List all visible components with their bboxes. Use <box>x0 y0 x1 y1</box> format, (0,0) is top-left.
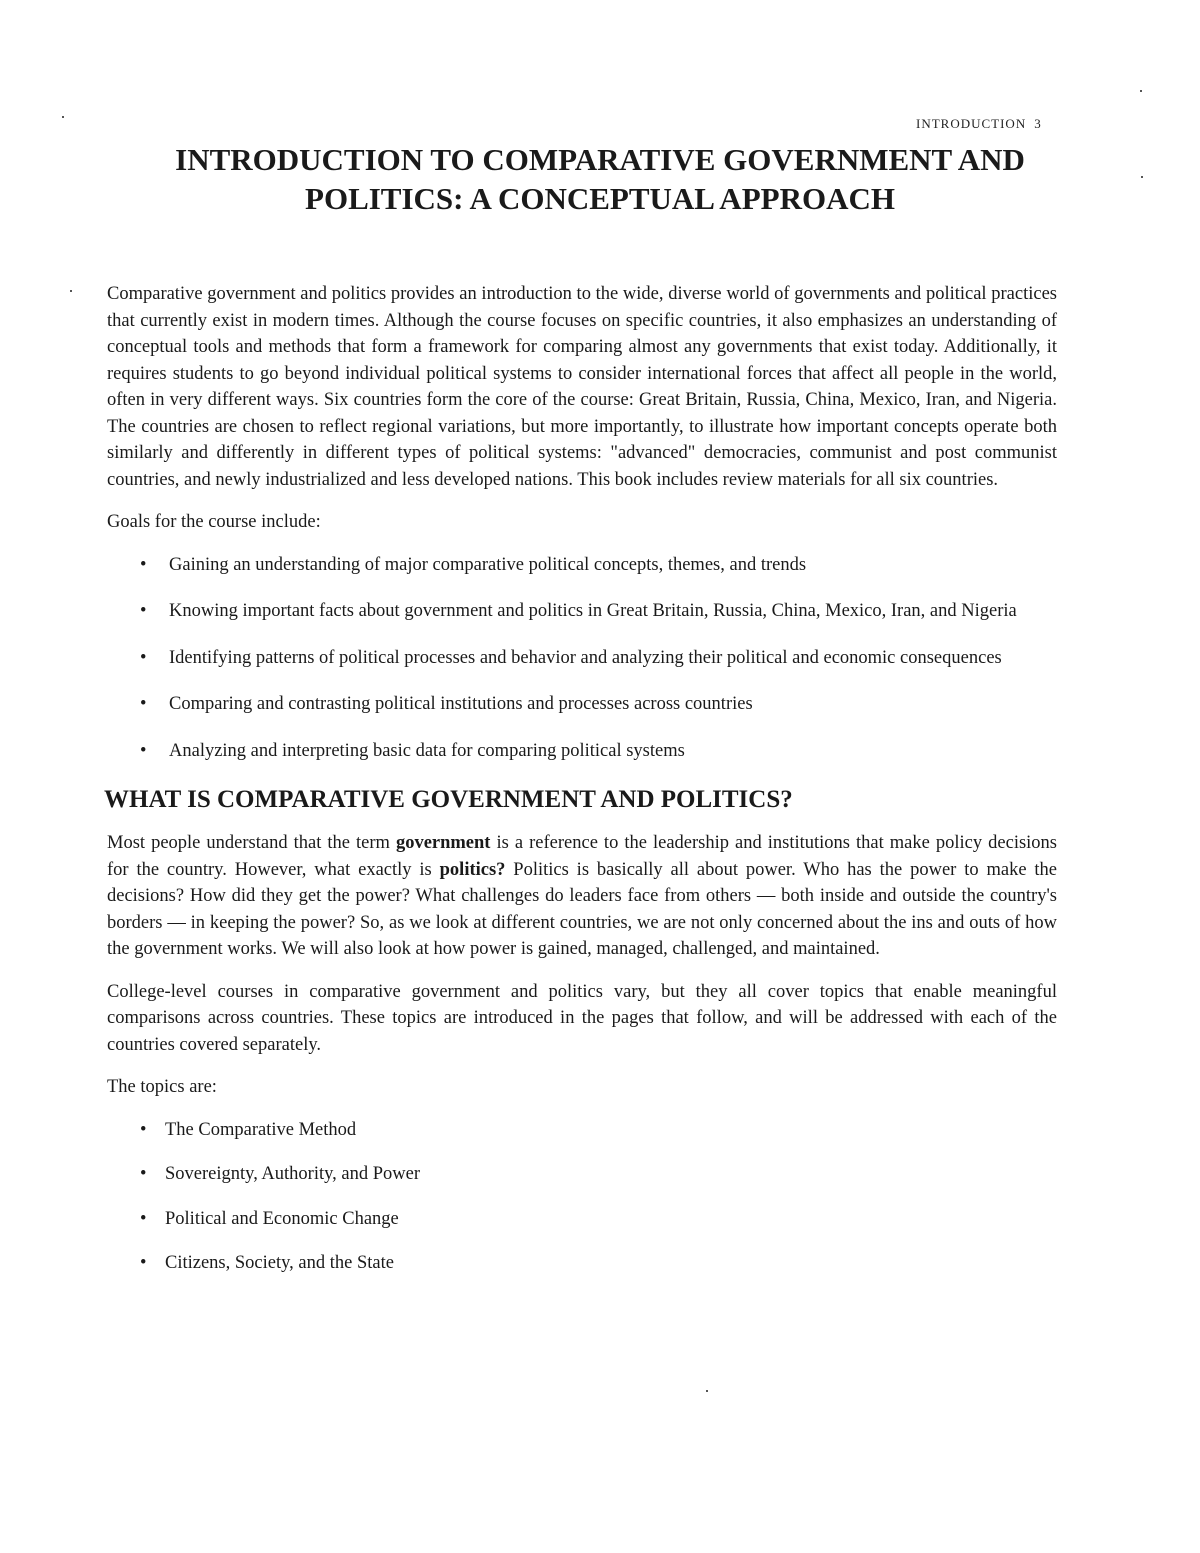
scan-speck <box>1141 176 1143 178</box>
section-heading: WHAT IS COMPARATIVE GOVERNMENT AND POLITICS? <box>104 786 793 813</box>
term-government: government <box>395 833 491 853</box>
goals-list <box>107 552 1057 765</box>
intro-paragraph: Comparative government and politics provides an introduction to the wide, diverse world of governments and political practices that currently exist in modern times. Although the course focuses on specific countries, it also emphasizes an understanding of conceptual tools and methods that form a framework for comparing almost any governments that exist today. Additionally, it requires students to go beyond individual political systems to consider international forces that affect all people in the world, often in very different ways. Six countries form the core of the course: Great Britain, Russia, China, Mexico, Iran, and Nigeria. The countries are chosen to reflect regional variations, but more importantly, to illustrate how important concepts operate both similarly and differently in different types of political systems: "advanced" democracies, communist and post communist countries, and newly industrialized and less developed nations. This book includes review materials for all six countries. <box>107 284 1057 490</box>
term-politics: politics? <box>439 859 506 880</box>
page-title <box>90 140 1110 218</box>
section-paragraph-2: College-level courses in comparative government and politics vary, but they all cover topics that enable meaningful comparisons across countries. These topics are introduced in the pages that follow, and will be addressed with each of the countries covered separately. <box>107 981 1057 1055</box>
goal-item: • Identifying patterns of political processes and behavior and analyzing their political and economic consequences <box>107 645 1057 672</box>
goals-lead: Goals for the course include: <box>107 512 321 532</box>
topic-item: • The Comparative Method <box>107 1117 1057 1144</box>
page-title-line-1: INTRODUCTION TO COMPARATIVE GOVERNMENT AND <box>175 142 1025 177</box>
goal-item: • Knowing important facts about government and politics in Great Britain, Russia, China, Mexico, Iran, and Nigeria <box>107 598 1057 625</box>
topic-item: • Political and Economic Change <box>107 1206 1057 1233</box>
running-head-label: INTRODUCTION <box>916 116 1027 131</box>
goal-item: • Gaining an understanding of major comparative political concepts, themes, and trends <box>107 552 1057 579</box>
scan-speck <box>706 1390 708 1392</box>
p1-text-b: is a reference to the leadership and institutions that make policy decisions for the country. However, what exactly is <box>107 833 1057 880</box>
topic-item: • Citizens, Society, and the State <box>107 1250 1057 1277</box>
goal-item: • Analyzing and interpreting basic data for comparing political systems <box>107 738 1057 765</box>
topic-item: • Sovereignty, Authority, and Power <box>107 1161 1057 1188</box>
section-paragraph-1 <box>107 830 1057 963</box>
topics-list <box>107 1117 1057 1277</box>
scan-speck <box>62 116 64 118</box>
page-title-line-2: POLITICS: A CONCEPTUAL APPROACH <box>305 181 895 216</box>
p1-text-c: Politics is basically all about power. Who has the power to make the decisions? How did they get the power? What challenges do leaders face from others — both inside and outside the country's borders — in keeping the power? So, as we look at different countries, we are not only concerned about the ins and outs of how the government works. We will also look at how power is gained, managed, challenged, and maintained. <box>107 859 1057 959</box>
scan-speck <box>1140 90 1142 92</box>
scan-speck <box>70 290 72 292</box>
running-head <box>916 116 1076 132</box>
page-number: 3 <box>1034 116 1042 131</box>
goal-item: • Comparing and contrasting political institutions and processes across countries <box>107 691 1057 718</box>
topics-lead: The topics are: <box>107 1077 217 1097</box>
page-content <box>104 281 1057 1295</box>
p1-text-a: Most people understand that the term <box>107 833 396 853</box>
